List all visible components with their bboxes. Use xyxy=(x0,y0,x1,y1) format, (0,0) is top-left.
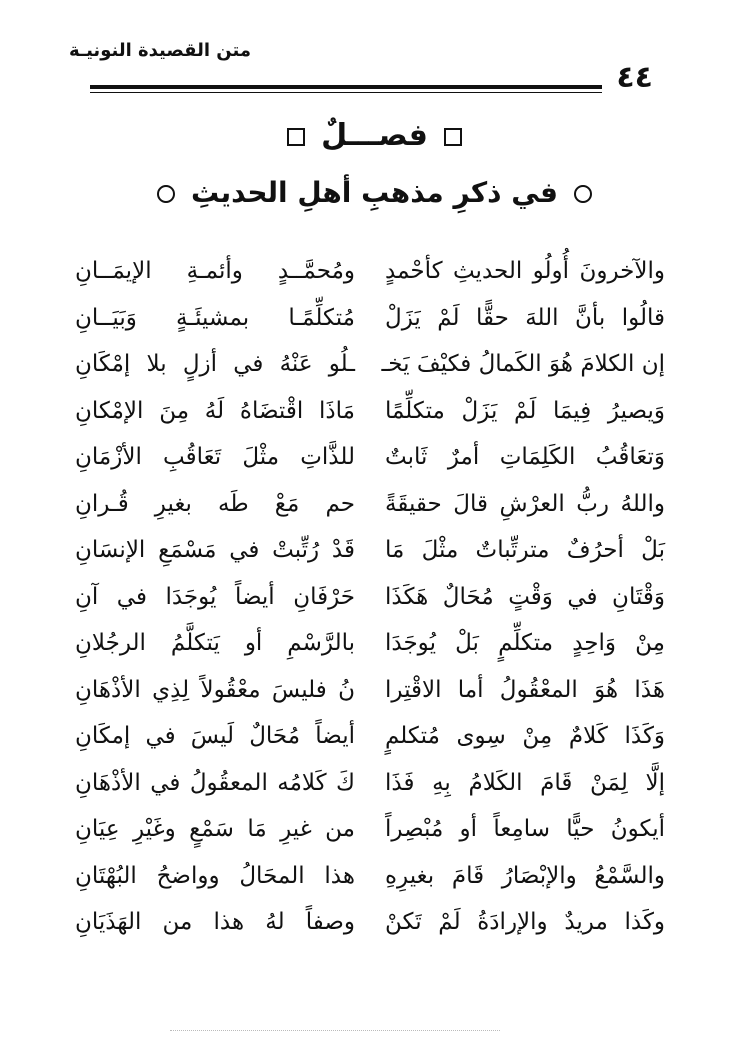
verse-line xyxy=(75,713,665,760)
verse-line xyxy=(75,248,665,295)
verse-second-hemistich: قَدْ رُتِّبتْ في مَسْمَعِ الإنسَانِ xyxy=(75,537,355,564)
circle-ornament-icon xyxy=(157,185,175,203)
verse-line xyxy=(75,527,665,574)
verse-first-hemistich: هَذَا هُوَ المعْقُولُ أما الاقْتِرا xyxy=(385,676,665,703)
verse-line xyxy=(75,481,665,528)
verse-line xyxy=(75,434,665,481)
verse-second-hemistich: للذَّاتِ مثْلَ تَعَاقُبِ الأزْمَانِ xyxy=(75,444,355,471)
verse-second-hemistich: حَرْفَانِ أيضاً يُوجَدَا في آنِ xyxy=(75,583,355,610)
square-ornament-icon xyxy=(444,128,462,146)
verse-line xyxy=(75,388,665,435)
page-number: ٤٤ xyxy=(616,60,653,95)
square-ornament-icon xyxy=(287,128,305,146)
footer-dotted-line xyxy=(170,1030,500,1031)
circle-ornament-icon xyxy=(574,185,592,203)
verse-line xyxy=(75,806,665,853)
verse-second-hemistich: أيضاً مُحَالٌ لَيسَ في إمكَانِ xyxy=(75,723,355,750)
poem-verses xyxy=(75,248,665,946)
section-heading-text: فصـــلٌ xyxy=(321,118,428,153)
header-rule-thick xyxy=(90,85,602,89)
verse-line xyxy=(75,853,665,900)
verse-second-hemistich: نُ فليسَ معْقُولاً لِذِي الأذْهَانِ xyxy=(75,676,355,703)
verse-second-hemistich: كَ كَلامُه المعقُولُ في الأذْهَانِ xyxy=(75,769,355,796)
verse-line xyxy=(75,899,665,946)
verse-line xyxy=(75,760,665,807)
verse-second-hemistich: ومُحمَّــدٍ وأئمـةِ الإيمَــانِ xyxy=(75,258,355,285)
header-rule-thin xyxy=(90,92,602,93)
running-header-title: متن القصيدة النونيـة xyxy=(69,40,251,61)
verse-first-hemistich: وَيصيرُ فِيمَا لَمْ يَزَلْ متكلِّمًا xyxy=(385,397,665,424)
verse-first-hemistich: مِنْ وَاحِدٍ متكلِّمٍ بَلْ يُوجَدَا xyxy=(385,630,665,657)
verse-first-hemistich: والسَّمْعُ والإبْصَارُ قَامَ بغيرِهِ xyxy=(385,862,665,889)
section-heading xyxy=(0,118,749,153)
verse-first-hemistich: وَقْتَانِ في وَقْتٍ مُحَالٌ هَكَذَا xyxy=(385,583,665,610)
verse-first-hemistich: واللهُ ربُّ العرْشِ قالَ حقيقَةً xyxy=(385,490,665,517)
verse-first-hemistich: وكَذا مريدٌ والإرادَةُ لَمْ تَكنْ xyxy=(385,909,665,936)
verse-second-hemistich: مَاذَا اقْتضَاهُ لَهُ مِنَ الإمْكانِ xyxy=(75,397,355,424)
verse-first-hemistich: والآخرونَ أُولُو الحديثِ كأحْمدٍ xyxy=(385,258,665,285)
verse-second-hemistich: من غيرِ مَا سَمْعٍ وغَيْرِ عِيَانِ xyxy=(75,816,355,843)
verse-second-hemistich: مُتكلِّمًـا بمشيئَـةٍ وَبَيَــانِ xyxy=(75,304,355,331)
verse-line xyxy=(75,620,665,667)
section-subheading-text: في ذكرِ مذهبِ أهلِ الحديثِ xyxy=(191,176,558,209)
verse-second-hemistich: حم مَعْ طَه بغيرِ قُـرانِ xyxy=(75,490,355,517)
verse-second-hemistich: هذا المحَالُ وواضحُ البُهْتَانِ xyxy=(75,862,355,889)
verse-first-hemistich: وَكَذَا كَلامٌ مِنْ سِوى مُتكلمٍ xyxy=(385,723,665,750)
verse-first-hemistich: أيكونُ حيًّا سامِعاً أو مُبْصِراً xyxy=(385,816,665,843)
verse-line xyxy=(75,574,665,621)
verse-first-hemistich: إلَّا لِمَنْ قَامَ الكَلامُ بِهِ فَذَا xyxy=(385,769,665,796)
verse-first-hemistich: قالُوا بأنَّ اللهَ حقًّا لَمْ يَزَلْ xyxy=(385,304,665,331)
verse-line xyxy=(75,341,665,388)
section-subheading xyxy=(0,176,749,209)
verse-first-hemistich: بَلْ أحرُفٌ مترتِّباتٌ مثْلَ مَا xyxy=(385,537,665,564)
verse-second-hemistich: بالرَّسْمِ أو يَتكلَّمُ الرجُلانِ xyxy=(75,630,355,657)
verse-second-hemistich: وصفاً لهُ هذا من الهَذَيَانِ xyxy=(75,909,355,936)
verse-first-hemistich: إن الكلامَ هُوَ الكَمالُ فكيْفَ يَخـ xyxy=(381,351,665,378)
verse-second-hemistich: ـلُو عَنْهُ في أزلٍ بلا إمْكَانِ xyxy=(75,351,355,378)
verse-line xyxy=(75,667,665,714)
verse-line xyxy=(75,295,665,342)
verse-first-hemistich: وَتعَاقُبُ الكَلِمَاتِ أمرٌ ثَابتٌ xyxy=(385,444,665,471)
